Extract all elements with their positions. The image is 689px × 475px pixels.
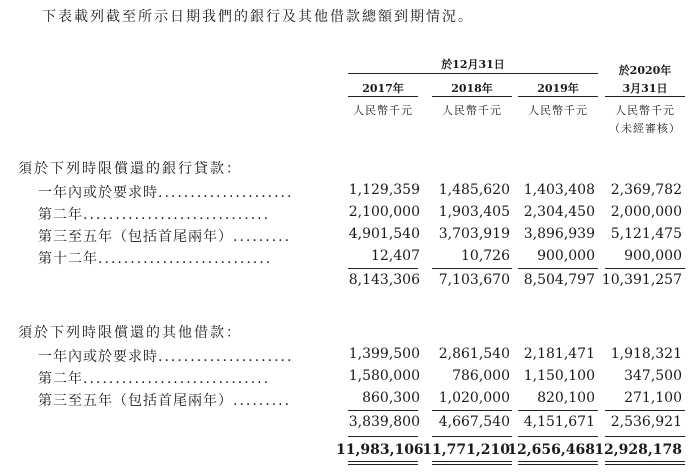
other-subtotal-rule-2020 bbox=[605, 410, 685, 411]
value-2019: 1,150,100 bbox=[523, 368, 595, 384]
value-2020: 2,369,782 bbox=[610, 182, 682, 198]
double-rule-2017-a bbox=[348, 461, 418, 462]
header-year-2018: 2018年 bbox=[451, 82, 493, 95]
value-2019: 820,100 bbox=[537, 390, 595, 406]
bank-subtotal-rule-2017 bbox=[348, 268, 418, 269]
value-2017: 2,100,000 bbox=[348, 204, 420, 220]
header-group-rule bbox=[348, 73, 598, 74]
header-last-col-line1: 於2020年 bbox=[618, 64, 672, 77]
value-2018: 1,485,620 bbox=[438, 182, 510, 198]
row-label: 一年內或於要求時..................... bbox=[38, 349, 294, 365]
unit-label-2018: 人民幣千元 bbox=[442, 104, 502, 117]
subtotal-2017: 8,143,306 bbox=[348, 272, 420, 288]
value-2020: 1,918,321 bbox=[610, 346, 682, 362]
value-2019: 900,000 bbox=[537, 248, 595, 264]
row-label: 第三至五年（包括首尾兩年）......... bbox=[38, 393, 292, 409]
value-2019: 1,403,408 bbox=[523, 182, 595, 198]
other-subtotal-rule-2017 bbox=[348, 410, 418, 411]
unit-label-2020: 人民幣千元 bbox=[615, 104, 675, 117]
bank-subtotal-rule-2018 bbox=[432, 268, 512, 269]
value-2018: 10,726 bbox=[461, 248, 510, 264]
value-2019: 3,896,939 bbox=[523, 226, 595, 242]
other-subtotal-rule-2019 bbox=[518, 410, 598, 411]
value-2018: 786,000 bbox=[452, 368, 510, 384]
subtotal-2020: 10,391,257 bbox=[601, 272, 682, 288]
value-2018: 3,703,919 bbox=[438, 226, 510, 242]
value-2020: 347,500 bbox=[624, 368, 682, 384]
total-rule-2018 bbox=[432, 436, 512, 437]
header-group-label: 於12月31日 bbox=[441, 58, 505, 71]
unit-label-2017: 人民幣千元 bbox=[353, 104, 413, 117]
double-rule-2018-b bbox=[432, 464, 512, 465]
header-col-rule-2020 bbox=[605, 96, 685, 97]
header-last-col-line2: 3月31日 bbox=[622, 82, 668, 95]
value-2017: 860,300 bbox=[362, 390, 420, 406]
bank-subtotal-rule-2019 bbox=[518, 268, 598, 269]
subtotal-2018: 7,103,670 bbox=[438, 272, 510, 288]
value-2019: 2,181,471 bbox=[523, 346, 595, 362]
double-rule-2020-a bbox=[605, 461, 685, 462]
header-col-rule-2018 bbox=[432, 96, 512, 97]
bank-subtotal-rule-2020 bbox=[605, 268, 685, 269]
row-label: 第二年............................. bbox=[38, 371, 271, 387]
total-2019: 12,656,468 bbox=[507, 442, 595, 458]
subtotal-2017: 3,839,800 bbox=[348, 414, 420, 430]
other-section-title: 須於下列時限償還的其他借款： bbox=[18, 325, 242, 341]
unaudited-label: （未經審核） bbox=[609, 122, 681, 135]
value-2018: 1,020,000 bbox=[438, 390, 510, 406]
subtotal-2018: 4,667,540 bbox=[438, 414, 510, 430]
unit-label-2019: 人民幣千元 bbox=[528, 104, 588, 117]
total-2020: 12,928,178 bbox=[594, 442, 682, 458]
value-2017: 12,407 bbox=[371, 248, 420, 264]
value-2020: 271,100 bbox=[624, 390, 682, 406]
header-col-rule-2017 bbox=[348, 96, 418, 97]
value-2017: 1,580,000 bbox=[348, 368, 420, 384]
value-2017: 1,399,500 bbox=[348, 346, 420, 362]
value-2019: 2,304,450 bbox=[523, 204, 595, 220]
row-label: 一年內或於要求時..................... bbox=[38, 185, 294, 201]
row-label: 第二年............................. bbox=[38, 207, 271, 223]
double-rule-2018-a bbox=[432, 461, 512, 462]
subtotal-2020: 2,536,921 bbox=[610, 414, 682, 430]
total-2018: 11,771,210 bbox=[422, 442, 510, 458]
header-year-2019: 2019年 bbox=[537, 82, 579, 95]
value-2017: 1,129,359 bbox=[348, 182, 420, 198]
total-2017: 11,983,106 bbox=[336, 442, 424, 458]
row-label: 第三至五年（包括首尾兩年）......... bbox=[38, 229, 292, 245]
header-col-rule-2019 bbox=[518, 96, 598, 97]
value-2020: 2,000,000 bbox=[610, 204, 682, 220]
other-subtotal-rule-2018 bbox=[432, 410, 512, 411]
value-2018: 2,861,540 bbox=[438, 346, 510, 362]
total-rule-2020 bbox=[605, 436, 685, 437]
double-rule-2017-b bbox=[348, 464, 418, 465]
value-2018: 1,903,405 bbox=[438, 204, 510, 220]
value-2020: 900,000 bbox=[624, 248, 682, 264]
row-label: 第十二年........................... bbox=[38, 251, 273, 267]
total-rule-2017 bbox=[348, 436, 418, 437]
subtotal-2019: 8,504,797 bbox=[523, 272, 595, 288]
double-rule-2019-b bbox=[518, 464, 598, 465]
intro-text: 下表載列截至所示日期我們的銀行及其他借款總額到期情況。 bbox=[42, 9, 474, 25]
total-rule-2019 bbox=[518, 436, 598, 437]
value-2017: 4,901,540 bbox=[348, 226, 420, 242]
double-rule-2019-a bbox=[518, 461, 598, 462]
value-2020: 5,121,475 bbox=[610, 226, 682, 242]
subtotal-2019: 4,151,671 bbox=[523, 414, 595, 430]
double-rule-2020-b bbox=[605, 464, 685, 465]
header-year-2017: 2017年 bbox=[362, 82, 404, 95]
bank-section-title: 須於下列時限償還的銀行貸款： bbox=[18, 161, 242, 177]
